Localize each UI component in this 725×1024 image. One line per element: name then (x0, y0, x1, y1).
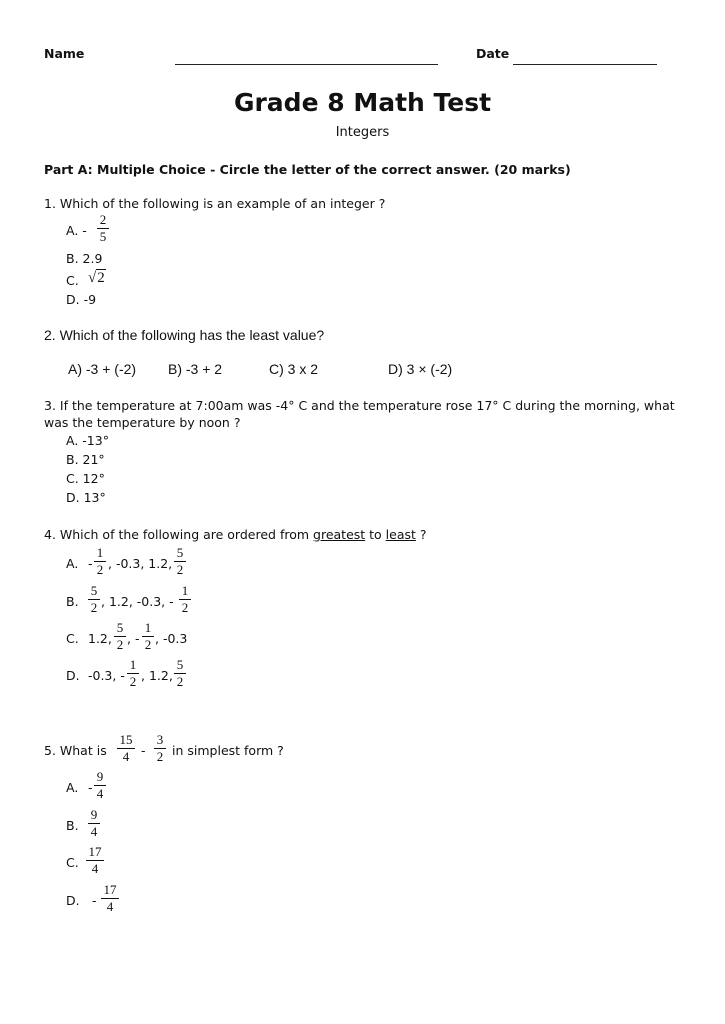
q4-option-a-label: A. (66, 556, 79, 571)
date-label: Date (476, 46, 510, 61)
q4-option-d-text-1: -0.3, - (88, 668, 125, 683)
numerator: 5 (90, 583, 98, 598)
question-5-stem-post: in simplest form ? (172, 743, 284, 758)
numerator: 5 (176, 657, 184, 672)
q5-option-c-fraction (86, 845, 104, 876)
q5-stem-fraction-1 (117, 733, 135, 764)
q4-option-b-text: , 1.2, -0.3, - (101, 594, 174, 609)
q1-option-d: D. -9 (66, 292, 97, 307)
q4-option-c-text-2: , - (127, 631, 140, 646)
denominator: 4 (106, 899, 114, 914)
radicand: 2 (97, 270, 105, 286)
q5-option-a-minus: - (88, 780, 93, 795)
question-3-stem-line-2: was the temperature by noon ? (44, 415, 241, 430)
name-label: Name (44, 46, 85, 61)
page-subtitle: Integers (335, 125, 390, 140)
denominator: 2 (181, 600, 189, 615)
question-5-stem-pre: 5. What is (44, 743, 107, 758)
numerator: 2 (99, 212, 107, 227)
date-field-line[interactable] (513, 64, 657, 65)
q1-option-c-label: C. (66, 273, 79, 288)
denominator: 4 (122, 749, 130, 764)
q3-option-d: D. 13° (66, 490, 106, 505)
q2-option-c: C) 3 x 2 (269, 361, 319, 377)
q5-option-a-label: A. (66, 780, 79, 795)
q5-stem-minus: - (141, 743, 146, 758)
q4-option-c-label: C. (66, 631, 79, 646)
q4-option-c-text-3: , -0.3 (155, 631, 188, 646)
q4-option-d-fraction-2 (174, 658, 186, 689)
stem-text: 4. Which of the following are ordered from (44, 527, 314, 542)
q2-option-d: D) 3 × (-2) (388, 361, 453, 377)
numerator: 17 (88, 844, 102, 859)
denominator: 5 (99, 229, 107, 244)
denominator: 2 (96, 562, 104, 577)
question-2-stem: 2. Which of the following has the least value? (44, 327, 325, 343)
q5-option-d-minus: - (92, 893, 97, 908)
q4-option-d-text-2: , 1.2, (141, 668, 173, 683)
q4-option-a-fraction-1 (94, 546, 106, 577)
q4-option-a-text: , -0.3, 1.2, (108, 556, 173, 571)
denominator: 2 (129, 674, 137, 689)
q3-option-b: B. 21° (66, 452, 105, 467)
q4-option-c-fraction-2 (142, 621, 154, 652)
numerator: 17 (103, 882, 117, 897)
q4-option-a-fraction-2 (174, 546, 186, 577)
q5-option-b-fraction (88, 808, 100, 839)
denominator: 4 (96, 786, 104, 801)
q1-option-a-label: A. - (66, 223, 87, 238)
denominator: 2 (116, 637, 124, 652)
numerator: 1 (129, 657, 137, 672)
q5-option-d-fraction (101, 883, 119, 914)
q4-option-c-text-1: 1.2, (88, 631, 112, 646)
q4-option-d-fraction-1 (127, 658, 139, 689)
q4-option-b-fraction-1 (88, 584, 100, 615)
stem-emphasis-greatest: greatest (313, 527, 366, 542)
denominator: 2 (176, 674, 184, 689)
q3-option-a: A. -13° (66, 433, 109, 448)
q5-option-d-label: D. (66, 893, 80, 908)
denominator: 2 (144, 637, 152, 652)
part-a-instructions: Part A: Multiple Choice - Circle the letter of the correct answer. (20 marks) (44, 162, 571, 177)
denominator: 4 (90, 824, 98, 839)
q4-option-a-minus: - (88, 556, 93, 571)
numerator: 9 (96, 769, 104, 784)
denominator: 2 (156, 749, 164, 764)
q2-option-b: B) -3 + 2 (168, 361, 223, 377)
question-3-stem-line-1: 3. If the temperature at 7:00am was -4° C and the temperature rose 17° C during the morning, what (44, 398, 675, 413)
numerator: 1 (96, 545, 104, 560)
q5-stem-fraction-2 (154, 733, 166, 764)
numerator: 1 (144, 620, 152, 635)
numerator: 5 (176, 545, 184, 560)
numerator: 9 (90, 807, 98, 822)
q1-option-a-fraction (97, 213, 109, 244)
name-field-line[interactable] (175, 64, 438, 65)
denominator: 4 (91, 861, 99, 876)
stem-text: to (365, 527, 386, 542)
q1-option-c-sqrt: √2 (88, 270, 105, 286)
stem-text: ? (415, 527, 427, 542)
q5-option-b-label: B. (66, 818, 79, 833)
q4-option-c-fraction-1 (114, 621, 126, 652)
question-1-stem: 1. Which of the following is an example of an integer ? (44, 196, 386, 211)
denominator: 2 (90, 600, 98, 615)
q3-option-c: C. 12° (66, 471, 105, 486)
page-title: Grade 8 Math Test (233, 88, 492, 117)
q2-option-a: A) -3 + (-2) (68, 361, 137, 377)
numerator: 1 (181, 583, 189, 598)
q4-option-b-label: B. (66, 594, 79, 609)
numerator: 5 (116, 620, 124, 635)
stem-emphasis-least: least (385, 527, 416, 542)
question-4-stem (44, 527, 427, 542)
q1-option-b: B. 2.9 (66, 251, 103, 266)
q4-option-b-fraction-2 (179, 584, 191, 615)
q5-option-c-label: C. (66, 855, 79, 870)
q4-option-d-label: D. (66, 668, 80, 683)
numerator: 3 (156, 732, 164, 747)
numerator: 15 (119, 732, 133, 747)
q5-option-a-fraction (94, 770, 106, 801)
denominator: 2 (176, 562, 184, 577)
